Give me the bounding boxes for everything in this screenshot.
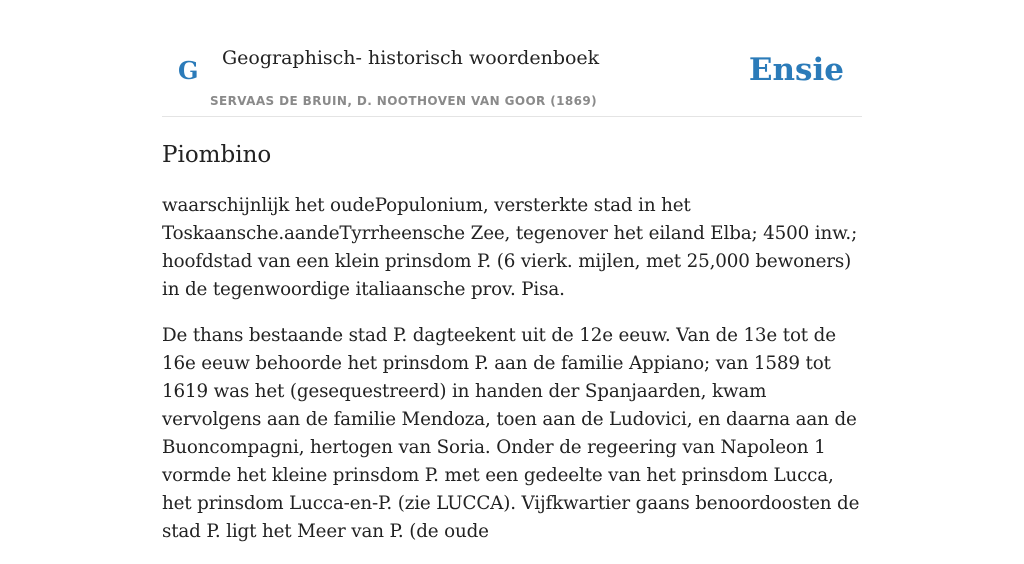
entry-body: [162, 192, 862, 564]
book-authors: SERVAAS DE BRUIN, D. NOOTHOVEN VAN GOOR (1869): [210, 94, 598, 108]
entry-title: Piombino: [162, 142, 272, 168]
entry-paragraph: waarschijnlijk het oudePopulonium, versterkte stad in het Toskaansche.aandeTyrrheensche Zee, tegenover het eiland Elba; 4500 inw.; hoofdstad van een klein prinsdom P. (6 vierk. mijlen, met 25,000 bewoners) in de tegenwoordige italiaansche prov. Pisa.: [162, 195, 858, 300]
ensie-logo[interactable]: Ensie: [748, 52, 844, 88]
book-logo-icon[interactable]: G: [178, 56, 199, 85]
entry-paragraph: De thans bestaande stad P. dagteekent uit de 12e eeuw. Van de 13e tot de 16e eeuw behoorde het prinsdom P. aan de familie Appiano; van 1589 tot 1619 was het (gesequestreerd) in handen der Spanjaarden, kwam vervolgens aan de familie Mendoza, toen aan de Ludovici, en daarna aan de Buoncompagni, hertogen van Soria. Onder de regeering van Napoleon 1 vormde het kleine prinsdom P. met een gedeelte van het prinsdom Lucca, het prinsdom Lucca-en-P. (zie LUCCA). Vijfkwartier gaans benoordoosten de stad P. ligt het Meer van P. (de oude: [162, 325, 860, 542]
book-header: [162, 0, 862, 117]
book-title[interactable]: Geographisch- historisch woordenboek: [222, 47, 600, 69]
